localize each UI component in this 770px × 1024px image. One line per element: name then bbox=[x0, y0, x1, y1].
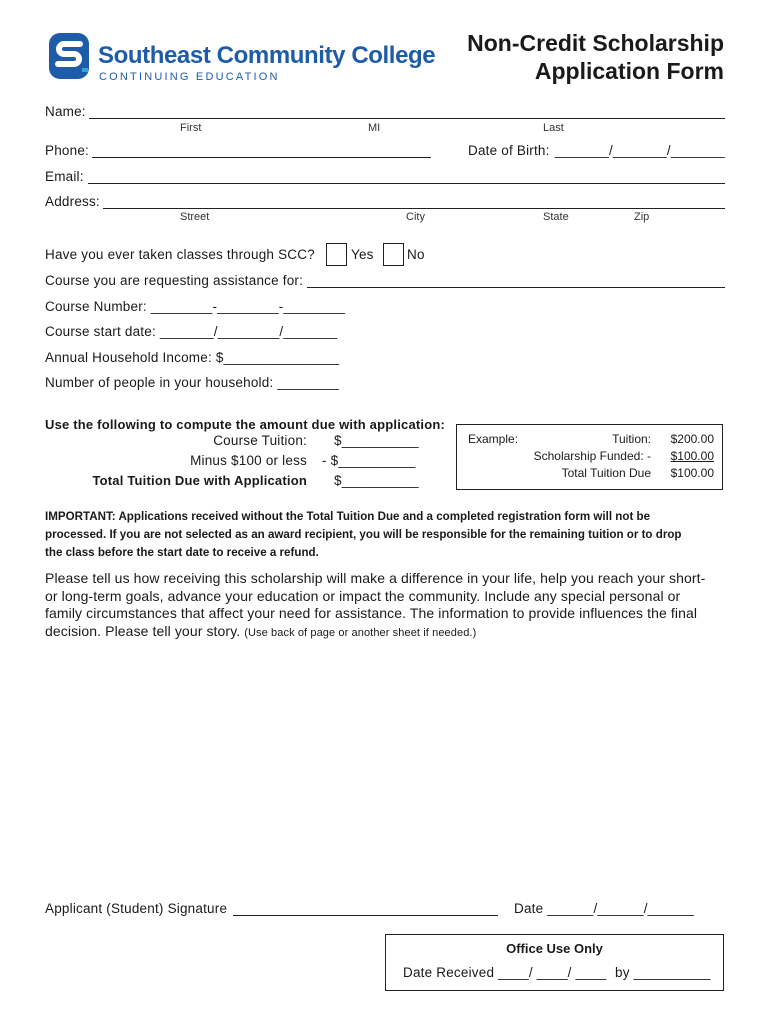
middle-initial-caption: MI bbox=[368, 122, 381, 134]
course-number-field[interactable]: Course Number: ________-________-________ bbox=[45, 299, 346, 314]
story-answer-area[interactable] bbox=[45, 650, 725, 880]
total-tuition-field[interactable]: $__________ bbox=[334, 473, 419, 488]
minus-label: Minus $100 or less bbox=[190, 453, 307, 468]
office-use-box bbox=[385, 934, 724, 991]
name-label: Name: bbox=[45, 104, 86, 119]
street-caption: Street bbox=[180, 211, 210, 223]
no-label: No bbox=[407, 247, 425, 262]
minus-field[interactable]: - $__________ bbox=[322, 453, 416, 468]
example-funded-value: $100.00 bbox=[670, 449, 714, 463]
story-note: (Use back of page or another sheet if needed.) bbox=[244, 626, 477, 639]
story-prompt bbox=[45, 570, 735, 642]
logo-subtitle: CONTINUING EDUCATION bbox=[99, 71, 280, 83]
phone-label: Phone: bbox=[45, 143, 89, 158]
course-assistance-field[interactable] bbox=[307, 287, 725, 288]
story-line4: decision. Please tell your story. bbox=[45, 622, 241, 639]
total-tuition-label: Total Tuition Due with Application bbox=[92, 473, 307, 488]
course-tuition-label: Course Tuition: bbox=[213, 433, 307, 448]
first-name-caption: First bbox=[180, 122, 202, 134]
form-title-line1: Non-Credit Scholarship bbox=[467, 30, 724, 56]
important-notice bbox=[45, 508, 725, 562]
yes-checkbox[interactable] bbox=[326, 243, 347, 266]
form-title-line2: Application Form bbox=[534, 58, 724, 84]
course-assistance-label: Course you are requesting assistance for: bbox=[45, 273, 304, 288]
yes-label: Yes bbox=[351, 247, 374, 262]
name-field[interactable] bbox=[89, 118, 725, 119]
example-label: Example: bbox=[468, 432, 519, 446]
last-name-caption: Last bbox=[543, 122, 564, 134]
household-income-field[interactable]: Annual Household Income: $_______________ bbox=[45, 350, 340, 365]
compute-heading: Use the following to compute the amount due with application: bbox=[45, 417, 446, 432]
phone-field[interactable] bbox=[92, 157, 431, 158]
example-tuition-value: $200.00 bbox=[670, 432, 714, 446]
signature-field[interactable] bbox=[233, 915, 498, 916]
received-by-field: by __________ bbox=[615, 965, 711, 980]
important-line2: processed. If you are not selected as an award recipient, you will be responsible for the remaining tuition or to drop bbox=[45, 528, 682, 541]
email-label: Email: bbox=[45, 169, 84, 184]
story-line2: or long-term goals, advance your education or impact the community. Include any special personal or bbox=[45, 587, 681, 604]
office-use-heading: Office Use Only bbox=[506, 941, 603, 956]
scc-logo-mark-icon bbox=[46, 30, 92, 82]
example-total-value: $100.00 bbox=[670, 466, 714, 480]
dob-label: Date of Birth: bbox=[468, 143, 550, 158]
city-caption: City bbox=[406, 211, 425, 223]
college-logo bbox=[46, 30, 436, 84]
course-tuition-field[interactable]: $__________ bbox=[334, 433, 419, 448]
signature-date-field[interactable]: Date ______/______/______ bbox=[514, 901, 694, 916]
zip-caption: Zip bbox=[634, 211, 650, 223]
form-title bbox=[467, 29, 724, 85]
important-line3: the class before the start date to receive a refund. bbox=[45, 546, 319, 559]
state-caption: State bbox=[543, 211, 569, 223]
important-line1: Applications received without the Total Tuition Due and a completed registration form will not be bbox=[118, 510, 651, 523]
example-total-label: Total Tuition Due bbox=[561, 466, 651, 480]
example-box bbox=[456, 424, 723, 490]
email-field[interactable] bbox=[88, 183, 725, 184]
address-field[interactable] bbox=[103, 208, 725, 209]
story-line1: Please tell us how receiving this scholarship will make a difference in your life, help you reach your short- bbox=[45, 570, 706, 586]
dob-field[interactable]: _______/_______/_______ bbox=[555, 143, 725, 158]
course-start-date-field[interactable]: Course start date: _______/________/_______ bbox=[45, 324, 338, 339]
important-lead: IMPORTANT: bbox=[45, 510, 116, 523]
logo-college-name: Southeast Community College bbox=[98, 42, 436, 69]
household-size-field[interactable]: Number of people in your household: ________ bbox=[45, 375, 340, 390]
date-received-field: Date Received ____/ ____/ ____ bbox=[403, 965, 607, 980]
address-label: Address: bbox=[45, 194, 100, 209]
story-line3: family circumstances that affect your need for assistance. The information to provide influences the final bbox=[45, 605, 698, 621]
signature-label: Applicant (Student) Signature bbox=[45, 901, 228, 916]
no-checkbox[interactable] bbox=[383, 243, 404, 266]
classes-question: Have you ever taken classes through SCC? bbox=[45, 247, 315, 262]
example-tuition-label: Tuition: bbox=[612, 432, 651, 446]
example-funded-label: Scholarship Funded: - bbox=[533, 449, 651, 463]
